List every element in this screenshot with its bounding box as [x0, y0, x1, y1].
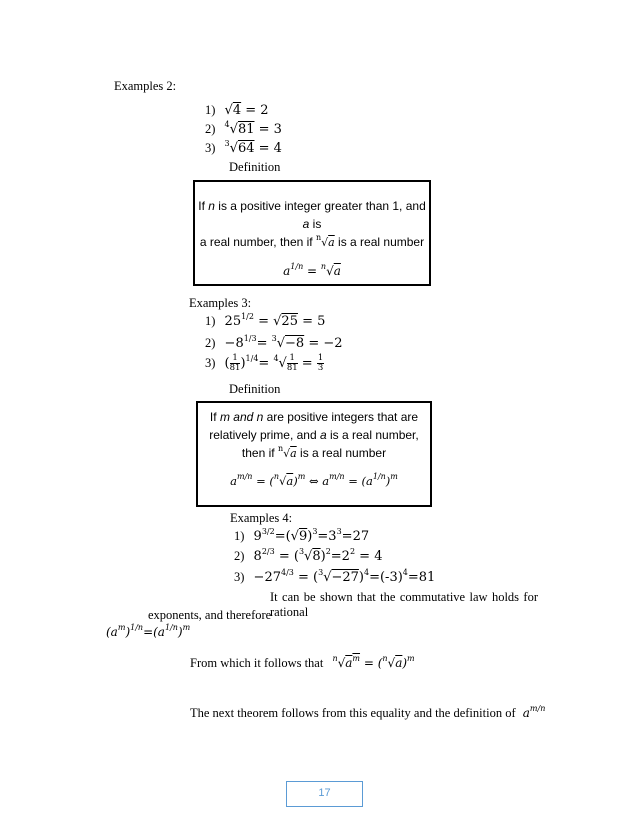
paragraph-3: [190, 706, 545, 721]
page-number-box: [286, 781, 363, 807]
definition-box-2: [196, 401, 432, 507]
page-number: 17: [318, 787, 331, 799]
paragraph-1-formula: $(a^m)^{1/n}=(a^{1/n})^m$: [106, 623, 191, 639]
item-number: 2): [205, 336, 216, 350]
paragraph-2: [190, 656, 415, 671]
item-number: 1): [205, 314, 216, 328]
example-2-3: 3) $^3$√64 = 4: [205, 139, 282, 156]
example-4-2: 2) $8^{2/3} = (^3√8)^2=2^2 = 4$: [234, 547, 383, 564]
definition-2-line-2: relatively prime, and a is a real number,: [209, 428, 419, 442]
definition-1-line-1: If n is a positive integer greater than 1, and a is: [198, 199, 426, 231]
example-3-1: 1) $25^{1/2} = √25 = 5$: [205, 312, 326, 329]
item-number: 3): [205, 141, 216, 155]
example-2-2: 2) $^4$√81 = 3: [205, 120, 282, 137]
examples-2-heading: Examples 2:: [114, 79, 177, 93]
example-3-2: $2) -8^{1/3}= ^3√-8 = -2$: [205, 334, 343, 351]
definition-1-label: Definition: [229, 160, 281, 174]
definition-1-formula: $a^{1/n} = ^n√a$: [283, 262, 341, 278]
item-number: 1): [205, 103, 216, 117]
example-4-3: $3) -27^{4/3} = (^3√-27)^4=(-3)^4=81$: [234, 568, 436, 585]
definition-2-line-1: If m and n are positive integers that are: [209, 410, 419, 424]
definition-2-formula: $a^{m/n} = (^n√a)^m$ ⇔ $a^{m/n} = (a^{1/n})^m$: [230, 472, 398, 488]
example-3-3: 3) ( $\frac{1}{81}$ )$^{1/4}$= $^4$√ $\frac{1}{81}$ = $\frac{1}{3}$: [205, 353, 324, 373]
example-2-1: 1) √4 = 2: [205, 103, 269, 118]
definition-2-line-3: then if $^n$√a is a real number: [241, 444, 387, 460]
example-4-1: 1) $9^{3/2}=(√9)^3=3^3=27$: [234, 527, 370, 544]
item-number: 2): [234, 549, 245, 563]
paragraph-2-text: From which it follows that: [190, 656, 324, 670]
paragraph-1-line-2: exponents, and therefore: [148, 608, 272, 622]
examples-3-heading: Examples 3:: [189, 296, 252, 310]
item-number: 2): [205, 122, 216, 136]
definition-box-1: [193, 180, 431, 286]
paragraph-1-line-1: It can be shown that the commutative law holds for rational: [270, 590, 538, 619]
paragraph-2-formula: $^n√a^m = (^n√a)^m$: [332, 654, 415, 670]
examples-4-heading: Examples 4:: [230, 511, 293, 525]
item-number: 3): [205, 356, 216, 370]
paragraph-3-text: The next theorem follows from this equality and the definition of: [190, 706, 516, 720]
definition-2-label: Definition: [229, 382, 281, 396]
paragraph-3-formula: $a^{m/n}$: [522, 704, 546, 720]
definition-1-line-2: a real number, then if $^n$√a is a real number: [199, 233, 425, 249]
item-number: 3): [234, 570, 245, 584]
item-number: 1): [234, 529, 245, 543]
